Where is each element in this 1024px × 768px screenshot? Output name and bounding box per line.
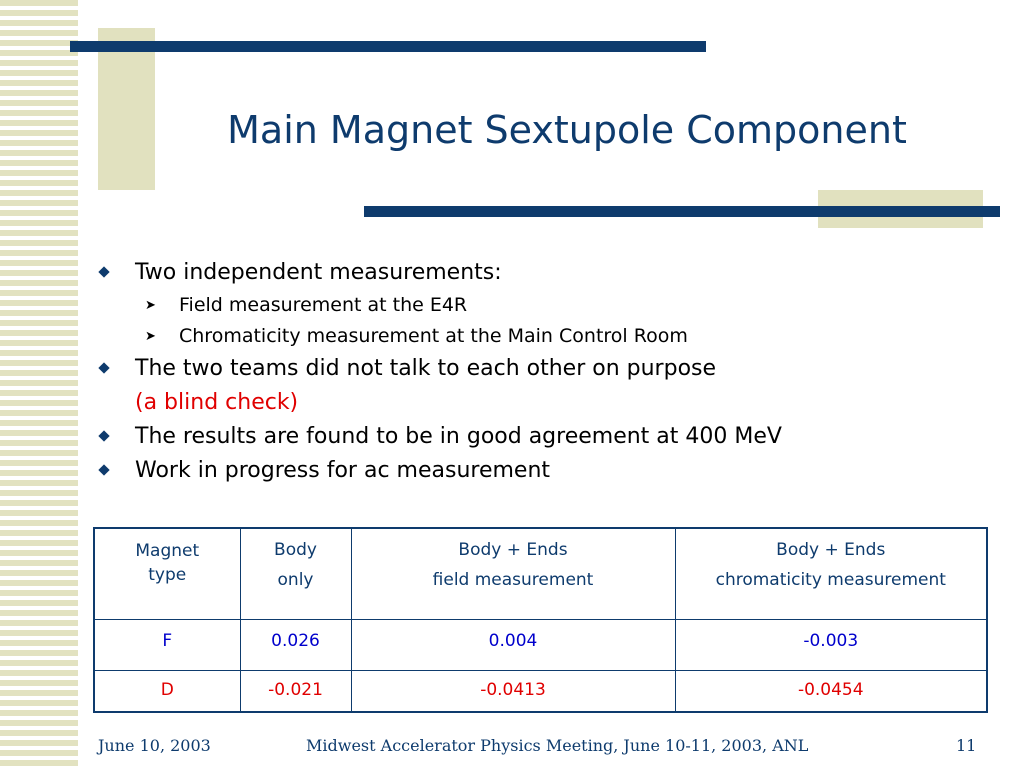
sub-bullet-item [96,321,996,352]
table-cell: D [94,671,240,713]
diamond-icon [98,430,109,441]
footer-date: June 10, 2003 [98,736,211,755]
diamond-icon [98,464,109,475]
header-line: Body + Ends [776,540,886,560]
diamond-icon [98,362,109,373]
bullet-text: Two independent measurements: [135,260,502,285]
table-cell: -0.003 [675,620,987,671]
table-header-row [94,528,987,620]
header-magnet-type [94,528,240,620]
header-line: Body [274,540,317,560]
header-line: Body + Ends [458,540,568,560]
slide-title: Main Magnet Sextupole Component [227,108,907,152]
bullet-continuation-highlight: (a blind check) [135,390,299,415]
arrow-right-icon: ➤ [145,329,156,344]
diamond-icon [98,266,109,277]
header-body-ends-chromaticity [675,528,987,620]
header-line: field measurement [432,570,594,590]
decor-bar-middle [364,206,1000,217]
table-row [94,671,987,713]
bullet-text: Work in progress for ac measurement [135,458,551,483]
header-body-only [240,528,351,620]
header-line: chromaticity measurement [715,570,946,590]
header-line: type [148,565,187,585]
arrow-right-icon: ➤ [145,298,156,313]
table-cell: F [94,620,240,671]
table-cell: -0.021 [240,671,351,713]
sub-bullet-text: Chromaticity measurement at the Main Control Room [179,325,688,347]
table-cell: 0.026 [240,620,351,671]
table-cell: 0.004 [351,620,675,671]
sub-bullet-text: Field measurement at the E4R [179,294,468,316]
table-cell: -0.0454 [675,671,987,713]
decor-bar-top [70,41,706,52]
bullet-text: The results are found to be in good agreement at 400 MeV [135,424,782,449]
bullet-item [96,256,996,290]
sub-bullet-item [96,290,996,321]
results-table [93,527,988,713]
table-cell: -0.0413 [351,671,675,713]
footer-page-number: 11 [956,736,977,755]
header-line: only [277,570,314,590]
header-body-ends-field [351,528,675,620]
header-line: Magnet [135,541,200,561]
bullet-list [96,256,996,488]
footer-meeting-title: Midwest Accelerator Physics Meeting, June 10-11, 2003, ANL [306,736,809,755]
table-row [94,620,987,671]
bullet-item [96,352,996,386]
bullet-item [96,420,996,454]
bullet-item [96,454,996,488]
bullet-text: The two teams did not talk to each other on purpose [135,356,717,381]
